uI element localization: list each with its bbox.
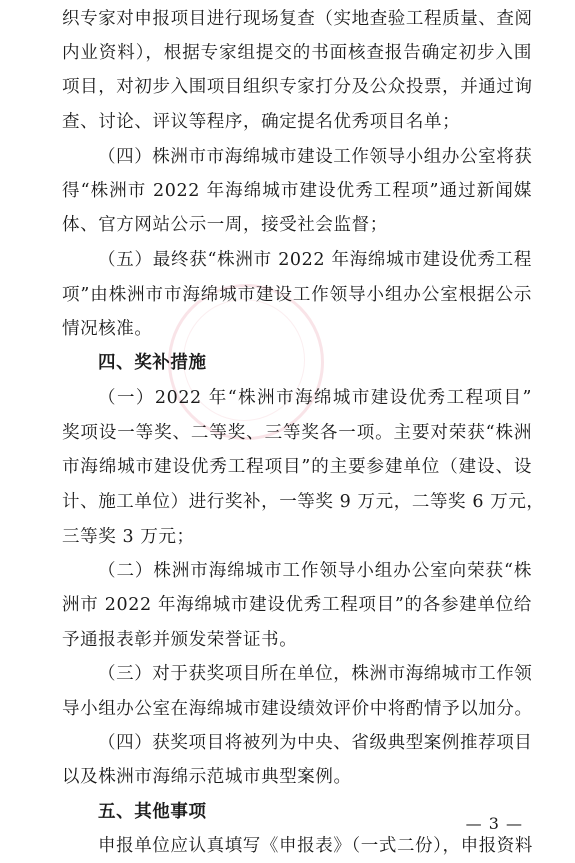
section-heading-4: 四、奖补措施 [98, 353, 207, 373]
text-line: 计、施工单位）进行奖补，一等奖 9 万元，二等奖 6 万元， [62, 492, 545, 512]
text-line: 情况核准。 [62, 319, 153, 339]
paragraph-start-line: （一）2022 年“株洲市海绵城市建设优秀工程项目” [98, 388, 532, 408]
paragraph-start-line: （四）株洲市市海绵城市建设工作领导小组办公室将获 [98, 147, 533, 167]
text-line: 项目，对初步入围项目组织专家打分及公众投票，并通过询 [62, 77, 533, 97]
text-line: 予通报表彰并颁发荣誉证书。 [62, 630, 298, 650]
text-line: 洲市 2022 年海绵城市建设优秀工程项目”的各参建单位给 [62, 595, 532, 615]
text-line: 以及株洲市海绵示范城市典型案例。 [62, 767, 352, 787]
text-line: 体、官方网站公示一周，接受社会监督； [62, 215, 388, 235]
paragraph-start-line: （四）获奖项目将被列为中央、省级典型案例推荐项目 [98, 733, 533, 753]
text-line: 市海绵城市建设优秀工程项目”的主要参建单位（建设、设 [62, 457, 532, 477]
paragraph-start-line: （五）最终获“株洲市 2022 年海绵城市建设优秀工程 [98, 250, 532, 270]
section-heading-5: 五、其他事项 [98, 802, 207, 822]
text-line: 三等奖 3 万元； [62, 527, 195, 547]
text-line: 导小组办公室在海绵城市建设绩效评价中将酌情予以加分。 [62, 699, 533, 719]
paragraph-start-line: （二）株洲市海绵城市工作领导小组办公室向荣获“株 [98, 561, 532, 581]
text-line: 内业资料），根据专家组提交的书面核查报告确定初步入围 [62, 43, 532, 63]
text-line: 织专家对申报项目进行现场复查（实地查验工程质量、查阅 [62, 9, 533, 29]
paragraph-start-line: （三）对于获奖项目所在单位，株洲市海绵城市工作领 [98, 664, 533, 684]
paragraph-start-line: 申报单位应认真填写《申报表》（一式二份），申报资料 [98, 836, 533, 856]
text-line: 得“株洲市 2022 年海绵城市建设优秀工程项”通过新闻媒 [62, 181, 532, 201]
page-number: — 3 — [465, 814, 523, 833]
text-line: 项”由株洲市市海绵城市建设工作领导小组办公室根据公示 [62, 285, 532, 305]
text-line: 奖项设一等奖、二等奖、三等奖各一项。主要对荣获“株洲 [62, 423, 532, 443]
text-line: 查、讨论、评议等程序，确定提名优秀项目名单； [62, 112, 461, 132]
